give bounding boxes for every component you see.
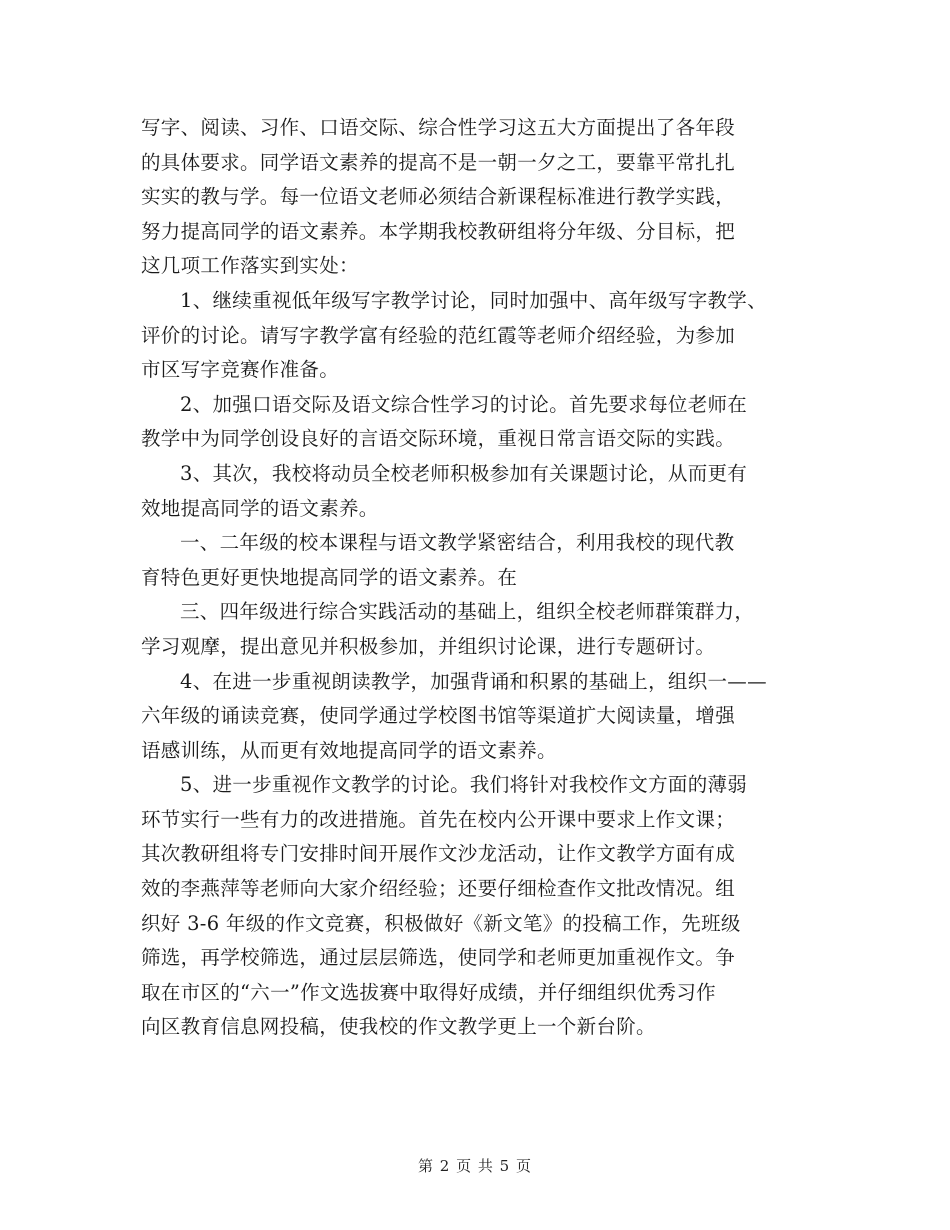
- text-line: 织好 3-6 年级的作文竞赛，积极做好《新文笔》的投稿工作，先班级: [141, 911, 741, 935]
- text-line: 实实的教与学。每一位语文老师必须结合新课程标准进行教学实践，: [141, 185, 736, 209]
- text-line: 环节实行一些有力的改进措施。首先在校内公开课中要求上作文课；: [141, 807, 736, 831]
- text-line: 六年级的诵读竞赛，使同学通过学校图书馆等渠道扩大阅读量，增强: [141, 704, 736, 728]
- text-line: 市区写字竞赛作准备。: [141, 358, 340, 382]
- text-line: 2、加强口语交际及语文综合性学习的讨论。首先要求每位老师在: [180, 392, 748, 416]
- text-line: 其次教研组将专门安排时间开展作文沙龙活动，让作文教学方面有成: [141, 842, 736, 866]
- text-line: 学习观摩，提出意见并积极参加，并组织讨论课，进行专题研讨。: [141, 634, 716, 658]
- text-line: 育特色更好更快地提高同学的语文素养。在: [141, 565, 518, 589]
- text-line: 语感训练，从而更有效地提高同学的语文素养。: [141, 738, 557, 762]
- text-line: 效地提高同学的语文素养。: [141, 496, 379, 520]
- text-line: 4、在进一步重视朗读教学，加强背诵和积累的基础上，组织一——: [180, 669, 767, 693]
- text-line: 的具体要求。同学语文素养的提高不是一朝一夕之工，要靠平常扎扎: [141, 150, 736, 174]
- text-line: 写字、阅读、习作、口语交际、综合性学习这五大方面提出了各年段: [141, 116, 736, 139]
- text-line: 效的李燕萍等老师向大家介绍经验；还要仔细检查作文批改情况。组: [141, 877, 736, 901]
- text-line: 一、二年级的校本课程与语文教学紧密结合，利用我校的现代教: [180, 531, 735, 555]
- page-footer: 第 2 页 共 5 页: [418, 1157, 532, 1175]
- text-line: 筛选，再学校筛选，通过层层筛选，使同学和老师更加重视作文。争: [141, 946, 736, 970]
- text-line: 1、继续重视低年级写字教学讨论，同时加强中、高年级写字教学、: [180, 288, 767, 312]
- text-line: 努力提高同学的语文素养。本学期我校教研组将分年级、分目标，把: [141, 219, 736, 243]
- text-line: 教学中为同学创设良好的言语交际环境，重视日常言语交际的实践。: [141, 427, 736, 451]
- text-line: 评价的讨论。请写字教学富有经验的范红霞等老师介绍经验，为参加: [141, 323, 736, 347]
- text-line: 3、其次，我校将动员全校老师积极参加有关课题讨论，从而更有: [180, 461, 748, 485]
- text-line: 向区教育信息网投稿，使我校的作文教学更上一个新台阶。: [141, 1015, 656, 1039]
- text-line: 5、进一步重视作文教学的讨论。我们将针对我校作文方面的薄弱: [180, 773, 748, 797]
- body-text: [141, 111, 841, 1045]
- text-line: 三、四年级进行综合实践活动的基础上，组织全校老师群策群力，: [180, 600, 755, 624]
- text-line: 这几项工作落实到实处：: [141, 254, 359, 278]
- text-line: 取在市区的“六一”作文选拔赛中取得好成绩，并仔细组织优秀习作: [141, 980, 716, 1004]
